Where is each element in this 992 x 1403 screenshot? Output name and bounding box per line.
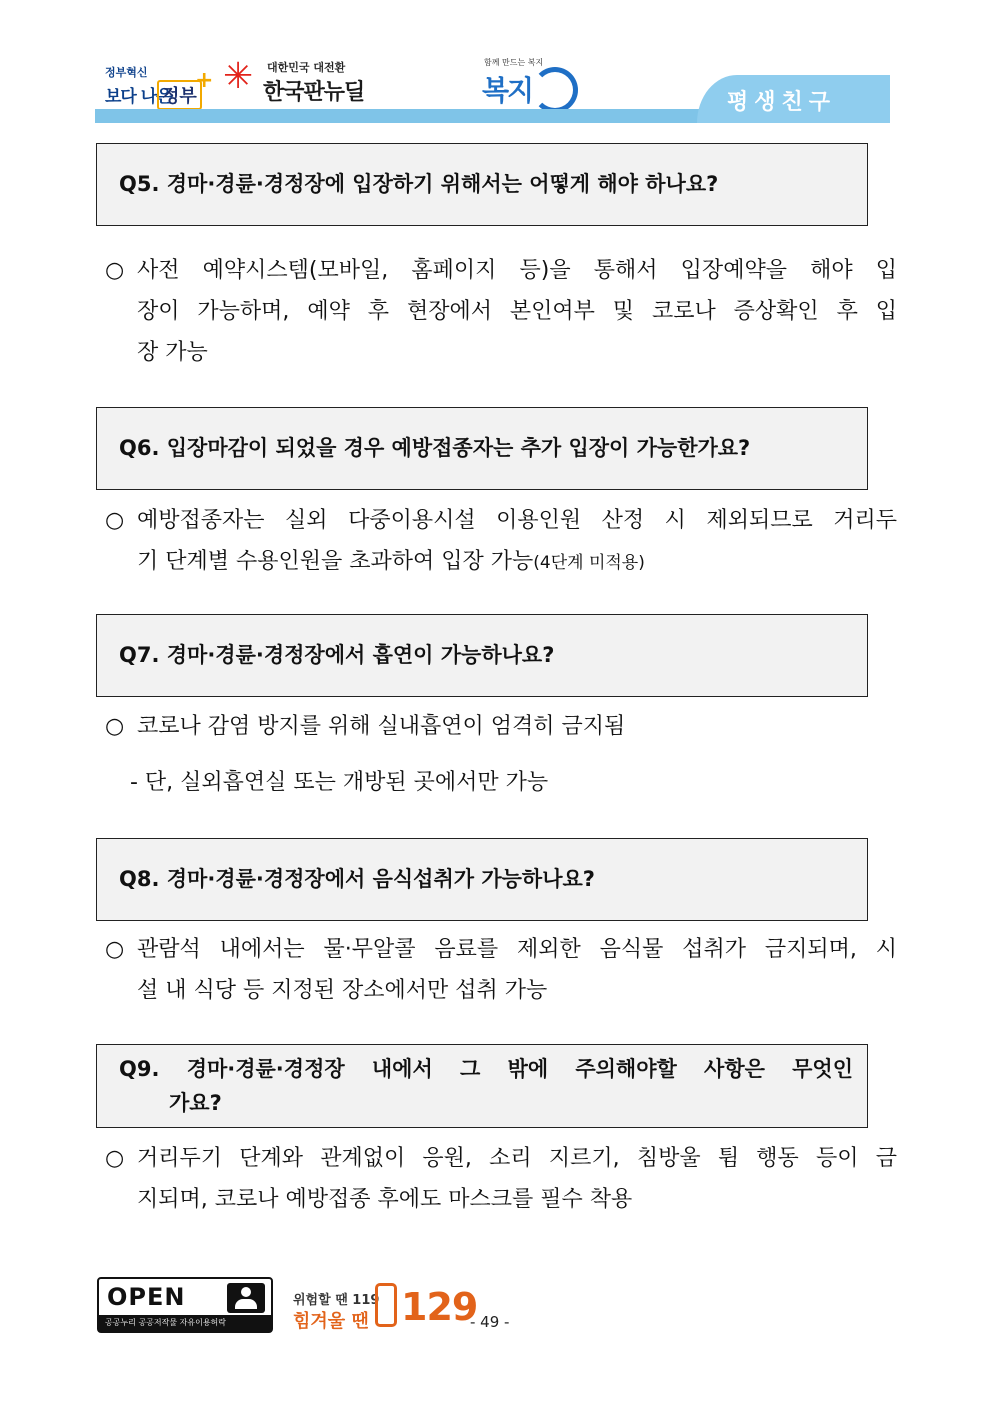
- header-tab-label: 평생친구: [727, 90, 837, 115]
- answer-line: ○ 예방접종자는 실외 다중이용시설 이용인원 산정 시 제외되므로 거리두: [105, 500, 897, 541]
- answer-line: ○ 코로나 감염 방지를 위해 실내흡연이 엄격히 금지됨: [105, 706, 897, 747]
- answer-line: 설 내 식당 등 지정된 장소에서만 섭취 가능: [137, 978, 548, 1003]
- circle-bullet-icon: ○: [105, 1146, 125, 1171]
- question-q6: Q6. 입장마감이 되었을 경우 예방접종자는 추가 입장이 가능한가요?: [119, 436, 751, 460]
- gov-logo-box-text: 정부: [157, 80, 202, 110]
- plus-icon: +: [195, 68, 214, 93]
- bokji-text: 복지: [482, 74, 533, 107]
- question-box-q8: [96, 838, 868, 921]
- newdeal-small-text: 대한민국 대전환: [267, 61, 346, 74]
- question-box-q7: [96, 614, 868, 697]
- bokji-small-text: 함께 만드는 복지: [484, 58, 544, 67]
- phone-icon: [375, 1283, 397, 1327]
- answer-line: ○ 사전 예약시스템(모바일, 홈페이지 등)을 통해서 입장예약을 해야 입: [105, 250, 897, 291]
- answer-line: 지되며, 코로나 예방접종 후에도 마스크를 필수 착용: [137, 1187, 633, 1212]
- question-q7: Q7. 경마·경륜·경정장에서 흡연이 가능하나요?: [119, 643, 555, 667]
- answer-line: 기 단계별 수용인원을 초과하여 입장 가능(4단계 미적용): [137, 549, 645, 574]
- star-burst-icon: ✳: [223, 56, 254, 97]
- bokji-logo: [480, 55, 580, 115]
- open-license-bar: 공공누리 공공저작물 자유이용허락: [99, 1315, 271, 1331]
- answer-line: 장이 가능하며, 예약 후 현장에서 본인여부 및 코로나 증상확인 후 입: [137, 299, 897, 324]
- newdeal-text: 한국판뉴딜: [263, 80, 365, 105]
- hotline-big-text: 힘겨울 땐: [293, 1311, 369, 1332]
- circle-bullet-icon: ○: [105, 508, 125, 533]
- circle-bullet-icon: ○: [105, 714, 125, 739]
- question-box-q9: [96, 1044, 868, 1128]
- open-logo-text: OPEN: [107, 1283, 186, 1311]
- hotline-number: 129: [401, 1285, 478, 1329]
- circle-bullet-icon: ○: [105, 937, 125, 962]
- answer-q9: [105, 1138, 897, 1220]
- attribution-person-icon: [227, 1283, 265, 1313]
- kogl-open-license-badge: [97, 1277, 273, 1333]
- header-tab: [697, 75, 890, 123]
- gov-innovation-logo: [105, 60, 215, 110]
- answer-q7-sub: - 단, 실외흡연실 또는 개방된 곳에서만 가능: [130, 770, 549, 795]
- answer-note: (4단계 미적용): [533, 553, 645, 573]
- gov-logo-text: 보다 나은: [105, 87, 172, 107]
- answer-line: ○ 거리두기 단계와 관계없이 응원, 소리 지르기, 침방울 튐 행동 등이 금: [105, 1138, 897, 1179]
- hotline-small-text: 위험할 땐 119: [293, 1293, 380, 1308]
- answer-line: 장 가능: [137, 340, 208, 365]
- korean-new-deal-logo: [223, 57, 373, 107]
- answer-line: ○ 관람석 내에서는 물·무알콜 음료를 제외한 음식물 섭취가 금지되며, 시: [105, 929, 897, 970]
- question-q9-line2: 가요?: [169, 1091, 222, 1115]
- answer-q7: [105, 706, 897, 747]
- answer-q6: [105, 500, 897, 584]
- page-footer: [95, 1275, 895, 1345]
- question-q5: Q5. 경마·경륜·경정장에 입장하기 위해서는 어떻게 해야 하나요?: [119, 172, 719, 196]
- question-box-q6: [96, 407, 868, 490]
- circle-bullet-icon: ○: [105, 258, 125, 283]
- question-q9-line1: Q9. 경마·경륜·경정장 내에서 그 밖에 주의해야할 사항은 무엇인: [119, 1057, 853, 1081]
- answer-q5: [105, 250, 897, 373]
- page-header: [95, 45, 890, 125]
- circle-icon: [532, 67, 578, 113]
- gov-logo-small-text: 정부혁신: [105, 66, 148, 79]
- hotline-129-logo: [293, 1275, 493, 1335]
- question-box-q5: [96, 143, 868, 226]
- answer-q8: [105, 929, 897, 1011]
- page-number: - 49 -: [470, 1313, 510, 1331]
- question-q8: Q8. 경마·경륜·경정장에서 음식섭취가 가능하나요?: [119, 867, 595, 891]
